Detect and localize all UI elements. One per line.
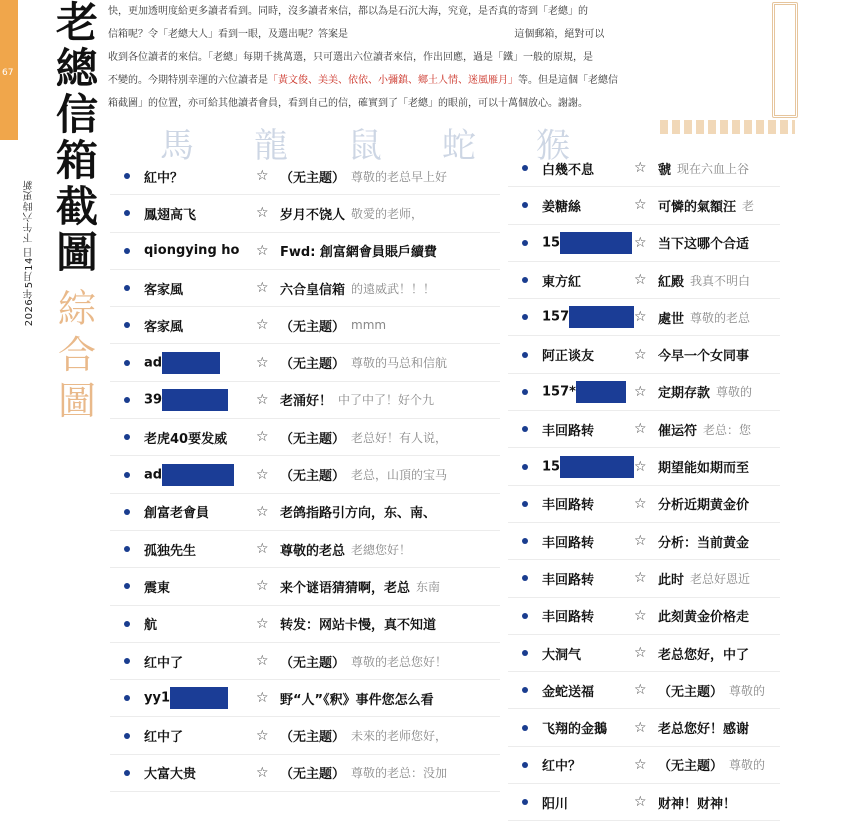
winners-list: 「黃文俊、美美、依依、小彌鎮、鄉土人情、迷風雁月」 [268,75,518,86]
mail-subject: 老涌好！ [280,394,333,410]
mail-sender-text: 航 [144,618,158,634]
mail-sender [144,614,256,633]
intro-line: 箱截圖」的位置，亦可給其他讀者會員，看到自己的信，確實到了「老總」的眼前，可以十萬個放心。謝謝。 [108,98,588,109]
mail-sender-text: ad [144,467,163,483]
intro-line [108,23,778,46]
intro-paragraph [108,0,778,115]
mail-sender [542,306,634,328]
mail-preview: 老总好！有人说， [351,430,448,445]
mail-sender-text: yy1 [144,690,170,706]
mail-row[interactable] [508,486,780,523]
mail-row[interactable] [110,195,500,232]
mail-sender-text: 红中了 [144,655,184,671]
mail-sender-text: 鳳翅高飞 [144,207,197,223]
mail-sender [144,428,256,447]
mail-sender-text: ad [144,355,163,371]
mail-sender [144,389,256,411]
star-icon[interactable]: ☆ [256,653,269,669]
star-icon[interactable]: ☆ [634,160,647,177]
mail-subject: 今早一个女同事 [658,349,750,365]
zodiac-char: 馬 [160,126,196,166]
star-icon[interactable]: ☆ [634,346,647,363]
mail-sender [542,420,634,439]
mail-preview: 老 [742,198,755,213]
mail-preview: 尊敬的 [716,385,753,400]
mail-sender [542,159,634,178]
mail-subject: 催运符 [658,423,698,439]
mail-row[interactable] [508,672,780,709]
mail-sender-text: 阿正谈友 [542,349,595,365]
mail-sender-text: 創富老會員 [144,506,210,522]
subtitle-char: 合 [57,333,96,377]
mail-sender [144,243,256,258]
mail-sender [542,532,634,551]
mail-sender-text: 紅中？ [144,170,184,186]
mail-subject: 当下这哪个合适 [658,237,750,253]
strip-number: 67 [2,68,14,78]
star-icon[interactable]: ☆ [256,168,269,185]
unread-dot-icon [124,546,130,552]
unread-dot-icon [522,240,528,246]
mail-subject: 老总您好，中了 [658,647,750,663]
mail-sender-text: 红中？ [542,759,582,775]
unread-dot-icon [522,314,528,320]
mail-subject: （无主题） [280,170,346,186]
unread-dot-icon [522,277,528,283]
star-icon[interactable]: ☆ [634,421,647,438]
mail-sender-text: 大富大贵 [144,767,197,783]
redaction-block [162,389,228,411]
mail-preview: 老总，山頂的宝马 [351,468,448,483]
star-icon[interactable]: ☆ [634,495,647,512]
unread-dot-icon [124,695,130,701]
mail-subject: 虢 [658,162,672,178]
mail-sender [542,718,634,737]
zodiac-char: 蛇 [442,126,478,166]
intro-text: 不變的。今期特別幸運的六位讀者是 [108,75,268,86]
star-icon[interactable]: ☆ [256,578,269,595]
mail-row[interactable] [508,560,780,597]
mail-sender-text: 白幾不息 [542,162,595,178]
unread-dot-icon [522,426,528,432]
mail-row[interactable] [110,307,500,344]
mail-row[interactable] [110,755,500,792]
mail-preview: 东南 [416,579,441,594]
star-icon[interactable]: ☆ [634,794,647,811]
star-icon[interactable]: ☆ [634,458,647,475]
redaction-block [162,352,220,374]
mail-sender [144,687,256,709]
mail-subject: （无主题） [280,767,346,783]
mail-subject: 转发：网站卡慢，真不知道 [280,618,437,634]
mail-subject: 野“人”《釈》事件您怎么看 [280,692,434,708]
mail-subject: （无主题） [280,655,346,671]
unread-dot-icon [124,733,130,739]
mail-row[interactable] [508,299,780,336]
star-icon[interactable]: ☆ [256,503,269,520]
mail-sender-text: 孤独先生 [144,543,197,559]
mail-row[interactable] [508,523,780,560]
mail-preview: 现在六血上谷 [677,161,750,176]
subtitle-char: 綜 [57,287,96,331]
mail-sender-text: 老虎40要发威 [144,431,228,447]
mail-preview: 老总好恩近 [690,571,751,586]
mail-sender-text: 大洞气 [542,647,582,663]
mail-sender [144,279,256,298]
mail-subject: 六合皇信箱 [280,282,346,298]
mail-sender-text: 157 [542,309,570,325]
star-icon[interactable]: ☆ [256,727,269,744]
mail-preview: 敬愛的老师， [351,206,424,221]
unread-dot-icon [124,621,130,627]
mail-row[interactable] [508,598,780,635]
mail-row[interactable] [110,717,500,754]
mail-sender-text: 39 [144,392,163,408]
unread-dot-icon [124,397,130,403]
star-icon[interactable]: ☆ [634,756,647,773]
mail-sender [542,606,634,625]
title-char: 信 [55,90,98,139]
mail-sender-text: 15 [542,459,561,475]
star-icon[interactable]: ☆ [634,383,647,400]
mail-row[interactable] [508,411,780,448]
mail-subject: Fwd: 創富網會員賬戶續費 [280,245,437,261]
star-icon[interactable]: ☆ [256,764,269,781]
mail-preview: 尊敬的 [729,683,766,698]
mail-sender [144,726,256,745]
left-decorative-strip [0,0,18,140]
intro-text: 等。但是這個「老總信 [518,75,618,86]
redaction-block [560,232,632,254]
mail-row[interactable] [508,374,780,411]
zodiac-char: 鼠 [348,126,384,166]
unread-dot-icon [124,322,130,328]
mail-sender [542,569,634,588]
mail-row[interactable] [110,158,500,195]
mail-row[interactable] [508,709,780,746]
title-char: 箱 [55,136,98,185]
star-icon[interactable]: ☆ [256,205,269,222]
star-icon[interactable]: ☆ [256,391,269,408]
mail-row[interactable] [110,568,500,605]
unread-dot-icon [124,285,130,291]
star-icon[interactable]: ☆ [634,607,647,624]
star-icon[interactable]: ☆ [634,570,647,587]
mail-subject: （无主题） [658,759,724,775]
unread-dot-icon [522,501,528,507]
mail-row[interactable] [110,456,500,493]
intro-line: 收到各位讀者的來信。「老總」每期千挑萬選，只可選出六位讀者來信，作出回應，過是「鐵」一般的原規，是 [108,52,593,63]
unread-dot-icon [124,658,130,664]
star-icon[interactable]: ☆ [634,272,647,289]
zodiac-char: 猴 [536,126,572,166]
mail-sender-text: 飞翔的金鵝 [542,722,608,738]
mail-sender [542,345,634,364]
unread-dot-icon [522,687,528,693]
star-icon[interactable]: ☆ [256,317,269,334]
mail-sender [144,167,256,186]
mail-sender-text: 15 [542,235,561,251]
subtitle-char: 圖 [57,379,96,423]
mail-sender-text: 金蛇送福 [542,684,595,700]
unread-dot-icon [522,538,528,544]
mail-sender-text: 阳川 [542,796,569,812]
mail-sender [542,793,634,812]
unread-dot-icon [124,770,130,776]
mail-preview: 的遠威武！！！ [351,281,436,296]
star-icon[interactable]: ☆ [634,719,647,736]
mail-subject: 来个谜语猜猜啊，老总 [280,580,411,596]
unread-dot-icon [124,509,130,515]
star-icon[interactable]: ☆ [256,466,269,483]
unread-dot-icon [522,202,528,208]
mail-subject: （无主题） [280,319,346,335]
mail-subject: 此刻黄金价格走 [658,610,750,626]
mail-row[interactable] [508,150,780,187]
star-icon[interactable]: ☆ [256,354,269,371]
star-icon[interactable]: ☆ [634,682,647,699]
unread-dot-icon [522,389,528,395]
star-icon[interactable]: ☆ [256,280,269,297]
title-char: 總 [55,44,98,93]
mail-row[interactable] [508,336,780,373]
unread-dot-icon [522,799,528,805]
mail-sender-text: 東方紅 [542,274,582,290]
star-icon[interactable]: ☆ [634,197,647,214]
mail-row[interactable] [110,606,500,643]
mail-subject: 分析：当前黄金 [658,535,750,551]
unread-dot-icon [124,360,130,366]
mail-sender-text: 157* [542,384,576,400]
mail-subject: 岁月不饶人 [280,207,346,223]
mail-preview: 我真不明白 [690,273,751,288]
star-icon[interactable]: ☆ [256,242,269,259]
mail-sender-text: 姜糖絲 [542,199,582,215]
mail-preview: 尊敬的老总 [690,310,751,325]
mail-preview: 老总：您 [703,422,752,437]
mail-preview: 尊敬的老总您好！ [351,654,448,669]
intro-line: 快，更加透明度給更多讀者看到。同時，沒多讀者來信，都以為是石沉大海，究竟，是否真的寄到「老總」的 [108,6,588,17]
mail-preview: 尊敬的老总早上好 [351,169,448,184]
redaction-block [560,456,634,478]
mail-row[interactable] [110,233,500,270]
mail-sender [542,271,634,290]
unread-dot-icon [124,173,130,179]
mail-sender [144,464,256,486]
mail-sender [542,456,634,478]
redaction-block [576,381,626,403]
mail-sender [144,577,256,596]
star-icon[interactable]: ☆ [256,615,269,632]
mail-row[interactable] [110,344,500,381]
mail-sender-text: 丰回路转 [542,535,595,551]
mail-subject: （无主题） [280,469,346,485]
mail-sender [542,755,634,774]
mail-sender [144,204,256,223]
mail-sender-text: 丰回路转 [542,498,595,514]
unread-dot-icon [124,583,130,589]
mail-preview: 尊敬的老总：没加 [351,766,448,781]
zodiac-char: 龍 [254,126,290,166]
mail-sender [144,540,256,559]
mail-sender [542,232,634,254]
unread-dot-icon [522,762,528,768]
mail-subject: 紅殿 [658,274,685,290]
mail-row[interactable] [110,270,500,307]
update-date: 2026年5月14日 下午六時更新 [24,180,35,327]
unread-dot-icon [522,650,528,656]
unread-dot-icon [522,725,528,731]
mail-row[interactable] [508,747,780,784]
mail-subject: 可憐的氣額汪 [658,199,737,215]
unread-dot-icon [522,464,528,470]
star-icon[interactable]: ☆ [634,533,647,550]
redaction-block [569,306,634,328]
mail-row[interactable] [508,448,780,485]
mail-preview: 未來的老师您好， [351,729,448,744]
mail-sender [542,681,634,700]
mail-subject: 老鸽指路引方向，东、南、 [280,506,437,522]
mail-subject: 尊敬的老总 [280,543,346,559]
title-char: 圖 [55,228,98,277]
mail-sender-text: 客家風 [144,319,184,335]
title-char: 老 [55,0,98,47]
mail-sender-text: 丰回路转 [542,610,595,626]
mail-subject: 期望能如期而至 [658,461,750,477]
mail-preview: 老總您好！ [351,542,412,557]
decorative-bar [660,120,795,134]
unread-dot-icon [124,472,130,478]
mail-sender-text: qiongying ho [144,243,240,259]
mail-subject: 定期存款 [658,386,711,402]
star-icon[interactable]: ☆ [256,429,269,446]
mail-subject: 分析近期黄金价 [658,498,750,514]
mail-row[interactable] [110,419,500,456]
mail-row[interactable] [508,784,780,821]
mail-row[interactable] [110,531,500,568]
mail-sender [542,196,634,215]
mail-subject: （无主题） [658,684,724,700]
mail-sender [144,352,256,374]
unread-dot-icon [124,210,130,216]
mail-sender [144,316,256,335]
mail-row[interactable] [508,225,780,262]
star-icon[interactable]: ☆ [634,234,647,251]
mail-sender [542,494,634,513]
vertical-title [52,0,102,276]
mail-sender-text: 红中了 [144,730,184,746]
mail-sender [144,502,256,521]
star-icon[interactable]: ☆ [256,690,269,707]
mail-subject: 老总您好！感谢 [658,722,750,738]
unread-dot-icon [124,248,130,254]
decorative-border [772,2,798,118]
mail-preview: 中了中了！好个九 [338,393,435,408]
mail-list-left [110,158,500,792]
mail-row[interactable] [110,494,500,531]
unread-dot-icon [522,352,528,358]
mail-row[interactable] [110,382,500,419]
mail-subject: 處世 [658,311,685,327]
mail-preview: 尊敬的 [729,758,766,773]
unread-dot-icon [522,165,528,171]
mail-sender [542,644,634,663]
mail-row[interactable] [508,262,780,299]
mail-subject: （无主题） [280,357,346,373]
mail-row[interactable] [508,635,780,672]
mail-sender-text: 丰回路转 [542,572,595,588]
mail-row[interactable] [110,680,500,717]
vertical-subtitle [52,286,102,424]
intro-text: 這個郵箱，絕對可以 [514,29,605,40]
mail-preview: 尊敬的马总和信航 [351,356,448,371]
mail-sender-text: 震東 [144,580,171,596]
mail-sender [144,652,256,671]
star-icon[interactable]: ☆ [634,309,647,326]
star-icon[interactable]: ☆ [256,541,269,558]
mail-row[interactable] [110,643,500,680]
title-char: 截 [55,182,98,231]
unread-dot-icon [522,613,528,619]
star-icon[interactable]: ☆ [634,645,647,661]
mail-subject: （无主题） [280,730,346,746]
unread-dot-icon [124,434,130,440]
intro-text: 信箱呢？令「老總大人」看到一眼，及選出呢？答案是 [108,29,348,40]
mail-sender [144,763,256,782]
mail-preview: mmm [351,318,387,333]
mail-sender-text: 丰回路转 [542,423,595,439]
unread-dot-icon [522,575,528,581]
mail-sender [542,381,634,403]
mail-list-right [508,150,780,821]
mail-row[interactable] [508,187,780,224]
redaction-block [170,687,228,709]
intro-line [108,69,778,92]
mail-subject: 财神！财神！ [658,796,737,812]
redaction-block [162,464,234,486]
mail-subject: （无主题） [280,431,346,447]
mail-subject: 此时 [658,572,685,588]
mail-sender-text: 客家風 [144,282,184,298]
